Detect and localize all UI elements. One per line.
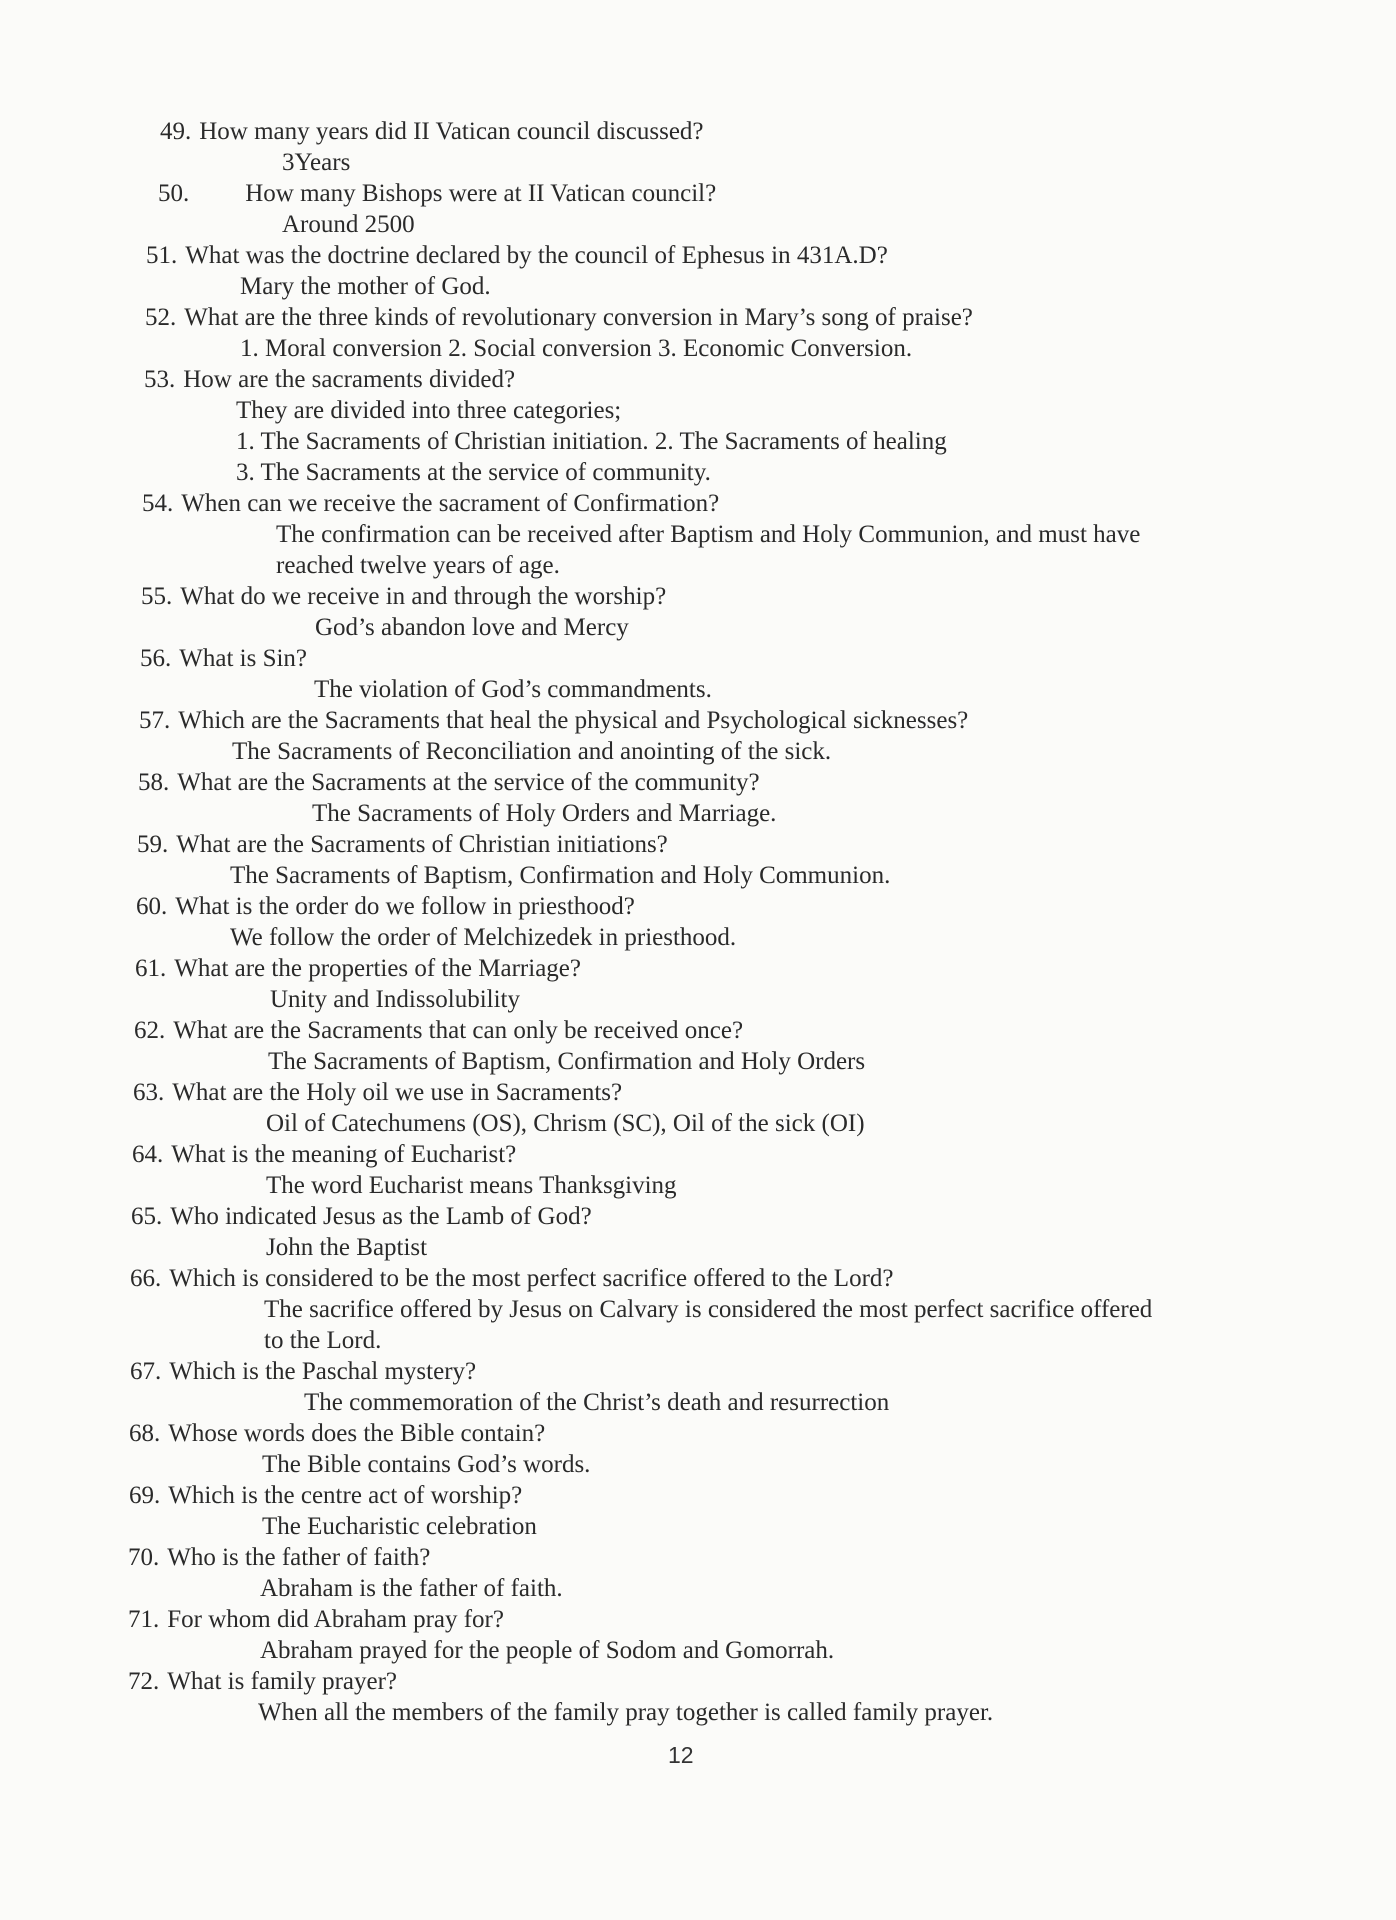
answer-line: God’s abandon love and Mercy [315,614,629,641]
question-line [0,1077,1396,1108]
question-text: For whom did Abraham pray for? [167,1606,504,1633]
question-number: 68. [129,1420,161,1447]
qa-item [0,1666,1396,1728]
question-number: 65. [131,1203,163,1230]
question-number: 59. [137,831,169,858]
question-number: 54. [142,490,174,517]
question-number: 49. [160,118,192,145]
answer-line: reached twelve years of age. [276,552,560,579]
question-line [0,1356,1396,1387]
answer-line: The sacrifice offered by Jesus on Calvary is considered the most perfect sacrifice offered [264,1296,1153,1323]
qa-item [0,1418,1396,1480]
answer-line: The Eucharistic celebration [262,1513,537,1540]
question-line [0,767,1396,798]
question-line [0,302,1396,333]
answer-line: 1. The Sacraments of Christian initiation. 2. The Sacraments of healing [236,428,947,455]
question-line [0,1418,1396,1449]
question-text: What are the properties of the Marriage? [174,955,581,982]
question-text: What do we receive in and through the worship? [180,583,667,610]
answer-line: The Sacraments of Holy Orders and Marriage. [312,800,777,827]
answer-line: The word Eucharist means Thanksgiving [266,1172,677,1199]
question-text: What is the meaning of Eucharist? [171,1141,517,1168]
answer-line: 1. Moral conversion 2. Social conversion 3. Economic Conversion. [240,335,913,362]
question-text: What is the order do we follow in priesthood? [175,893,635,920]
question-text: Who indicated Jesus as the Lamb of God? [170,1203,592,1230]
question-line [0,1480,1396,1511]
answer-line: Around 2500 [282,211,415,238]
question-text: What was the doctrine declared by the council of Ephesus in 431A.D? [185,242,888,269]
question-number: 51. [146,242,178,269]
qa-item [0,1604,1396,1666]
question-line [0,1666,1396,1697]
answer-line: The commemoration of the Christ’s death and resurrection [304,1389,890,1416]
qa-item [0,116,1396,178]
question-text: How many Bishops were at II Vatican council? [245,180,717,207]
question-line [0,1542,1396,1573]
qa-item [0,891,1396,953]
question-number: 71. [128,1606,160,1633]
qa-item [0,1480,1396,1542]
question-number: 52. [145,304,177,331]
question-line [0,240,1396,271]
question-number: 66. [130,1265,162,1292]
answer-line: The Sacraments of Baptism, Confirmation and Holy Communion. [230,862,891,889]
answer-line: Mary the mother of God. [240,273,491,300]
question-text: When can we receive the sacrament of Confirmation? [181,490,720,517]
page-number: 12 [668,1742,694,1768]
qa-list [0,116,1396,1728]
answer-line: The confirmation can be received after Baptism and Holy Communion, and must have [276,521,1141,548]
question-number: 70. [128,1544,160,1571]
qa-item [0,240,1396,302]
qa-item [0,767,1396,829]
question-line [0,953,1396,984]
question-line [0,488,1396,519]
question-text: Which is the centre act of worship? [168,1482,523,1509]
answer-line: The Bible contains God’s words. [262,1451,591,1478]
question-number: 62. [134,1017,166,1044]
question-number: 60. [136,893,168,920]
question-text: How many years did II Vatican council discussed? [199,118,704,145]
question-number: 69. [129,1482,161,1509]
answer-line: They are divided into three categories; [236,397,622,424]
question-number: 58. [138,769,170,796]
answer-line: Abraham is the father of faith. [260,1575,563,1602]
question-text: What is family prayer? [167,1668,398,1695]
qa-item [0,829,1396,891]
question-text: Which are the Sacraments that heal the physical and Psychological sicknesses? [178,707,969,734]
question-line [0,581,1396,612]
qa-item [0,643,1396,705]
question-number: 67. [130,1358,162,1385]
answer-line: 3Years [282,149,351,176]
question-number: 56. [140,645,172,672]
question-number: 50. [158,180,190,207]
question-line [0,1139,1396,1170]
qa-item [0,705,1396,767]
qa-item [0,1263,1396,1356]
question-text: What are the Holy oil we use in Sacraments? [172,1079,623,1106]
question-number: 63. [133,1079,165,1106]
qa-item [0,953,1396,1015]
answer-line: Unity and Indissolubility [270,986,520,1013]
answer-line: The violation of God’s commandments. [314,676,712,703]
qa-item [0,581,1396,643]
answer-line: The Sacraments of Baptism, Confirmation and Holy Orders [268,1048,866,1075]
question-line [0,1604,1396,1635]
answer-line: Oil of Catechumens (OS), Chrism (SC), Oil of the sick (OI) [266,1110,865,1137]
question-line [0,116,1396,147]
question-number: 61. [135,955,167,982]
qa-item [0,1201,1396,1263]
question-text: Which is the Paschal mystery? [169,1358,477,1385]
answer-line: 3. The Sacraments at the service of community. [236,459,711,486]
qa-item [0,1139,1396,1201]
question-text: Whose words does the Bible contain? [168,1420,546,1447]
question-line [0,705,1396,736]
question-text: What is Sin? [179,645,308,672]
qa-item [0,488,1396,581]
qa-item [0,1077,1396,1139]
question-text: What are the Sacraments of Christian initiations? [176,831,668,858]
answer-line: When all the members of the family pray together is called family prayer. [258,1699,994,1726]
question-line [0,891,1396,922]
answer-line: We follow the order of Melchizedek in priesthood. [230,924,737,951]
qa-item [0,1356,1396,1418]
qa-item [0,302,1396,364]
qa-item [0,1542,1396,1604]
question-line [0,643,1396,674]
answer-line: The Sacraments of Reconciliation and anointing of the sick. [232,738,832,765]
question-number: 64. [132,1141,164,1168]
qa-item [0,178,1396,240]
qa-item [0,364,1396,488]
question-text: What are the three kinds of revolutionary conversion in Mary’s song of praise? [184,304,973,331]
answer-line: to the Lord. [264,1327,382,1354]
question-text: Which is considered to be the most perfect sacrifice offered to the Lord? [169,1265,894,1292]
answer-line: John the Baptist [266,1234,428,1261]
qa-item [0,1015,1396,1077]
question-number: 57. [139,707,171,734]
question-number: 53. [144,366,176,393]
question-line [0,1201,1396,1232]
question-number: 55. [141,583,173,610]
question-line [0,829,1396,860]
question-text: How are the sacraments divided? [183,366,516,393]
question-number: 72. [128,1668,160,1695]
question-text: What are the Sacraments that can only be received once? [173,1017,744,1044]
question-line [0,1015,1396,1046]
answer-line: Abraham prayed for the people of Sodom and Gomorrah. [260,1637,835,1664]
question-text: What are the Sacraments at the service of the community? [177,769,760,796]
question-line [0,178,1396,209]
question-text: Who is the father of faith? [167,1544,431,1571]
question-line [0,364,1396,395]
question-line [0,1263,1396,1294]
